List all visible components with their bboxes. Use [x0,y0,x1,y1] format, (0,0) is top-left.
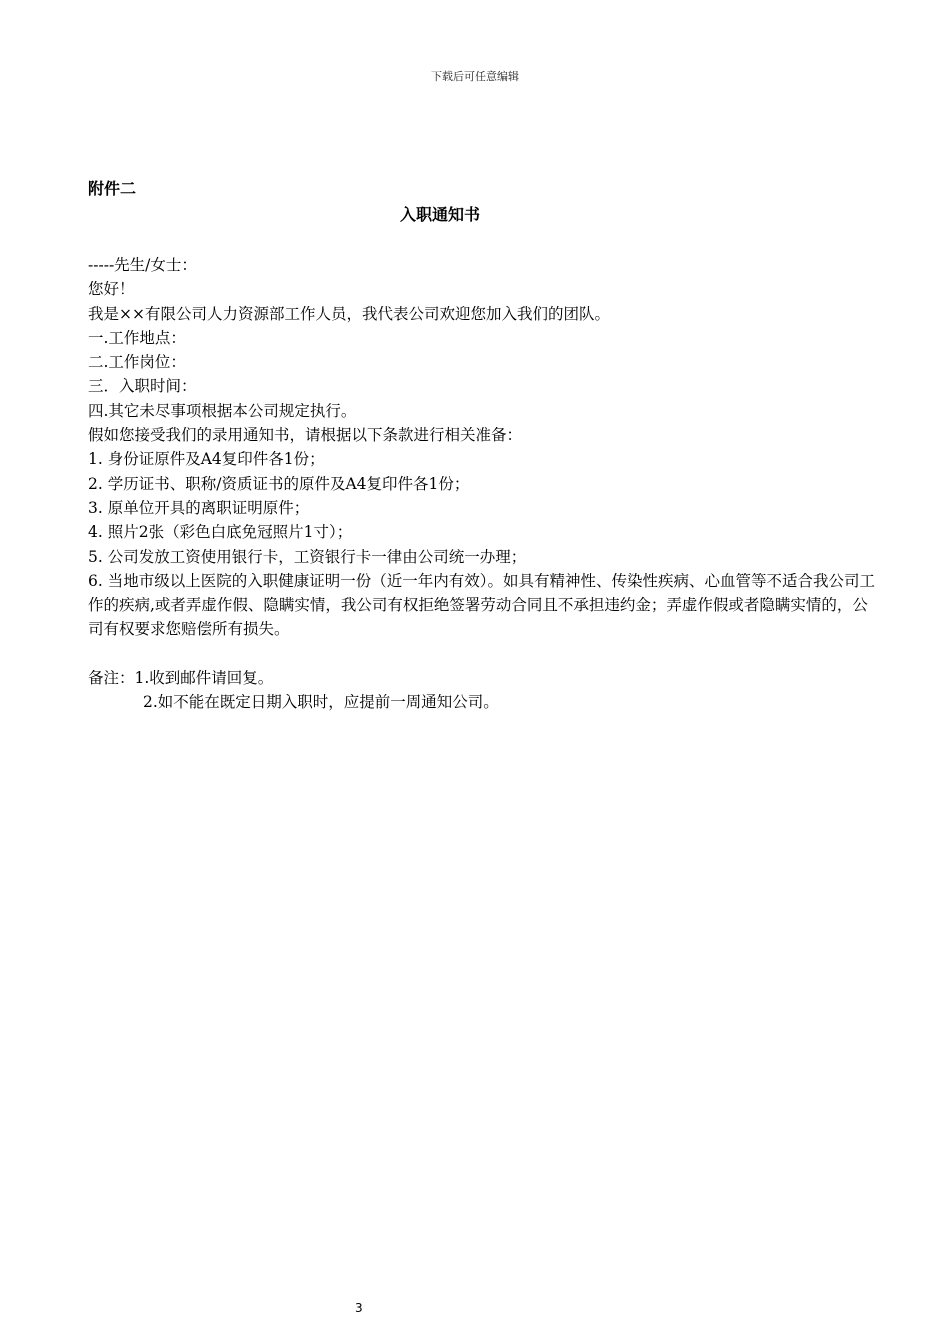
requirement-item: 4. 照片2张（彩色白底免冠照片1寸）； [88,523,353,542]
document-body [88,253,878,714]
preparation-intro: 假如您接受我们的录用通知书，请根据以下条款进行相关准备： [88,426,523,445]
section-work-location: 一.工作地点： [88,328,186,347]
section-work-position: 二.工作岗位： [88,353,186,372]
page-number: 3 [355,1301,363,1315]
page-header: 下载后可任意编辑 [431,70,519,83]
intro-paragraph: 我是××有限公司人力资源部工作人员，我代表公司欢迎您加入我们的团队。 [88,304,610,323]
note-item: 2.如不能在既定日期入职时，应提前一周通知公司。 [143,693,499,712]
requirement-item: 5. 公司发放工资使用银行卡，工资银行卡一律由公司统一办理； [88,547,527,566]
document-title: 入职通知书 [399,205,480,224]
requirement-item: 1. 身份证原件及A4复印件各1份； [88,450,325,469]
requirement-item: 3. 原单位开具的离职证明原件； [88,498,310,517]
paragraph-spacer [88,642,878,666]
requirement-item: 6. 当地市级以上医院的入职健康证明一份（近一年内有效）。如具有精神性、传染性疾病、心血管等不适合我公司工作的疾病,或者弄虚作假、隐瞒实情，我公司有权拒绝签署劳动合同且不承担违约金；弄虚作假或者隐瞒实情的，公司有权要求您赔偿所有损失。 [88,571,875,639]
attachment-label: 附件二 [88,179,137,198]
salutation: -----先生/女士： [88,256,197,274]
section-start-date: 三．入职时间： [88,377,197,396]
section-other-matters: 四.其它未尽事项根据本公司规定执行。 [88,401,357,420]
requirement-item: 2. 学历证书、职称/资质证书的原件及A4复印件各1份； [88,474,470,493]
greeting: 您好！ [88,280,135,299]
note-item: 备注：1.收到邮件请回复。 [88,668,274,687]
